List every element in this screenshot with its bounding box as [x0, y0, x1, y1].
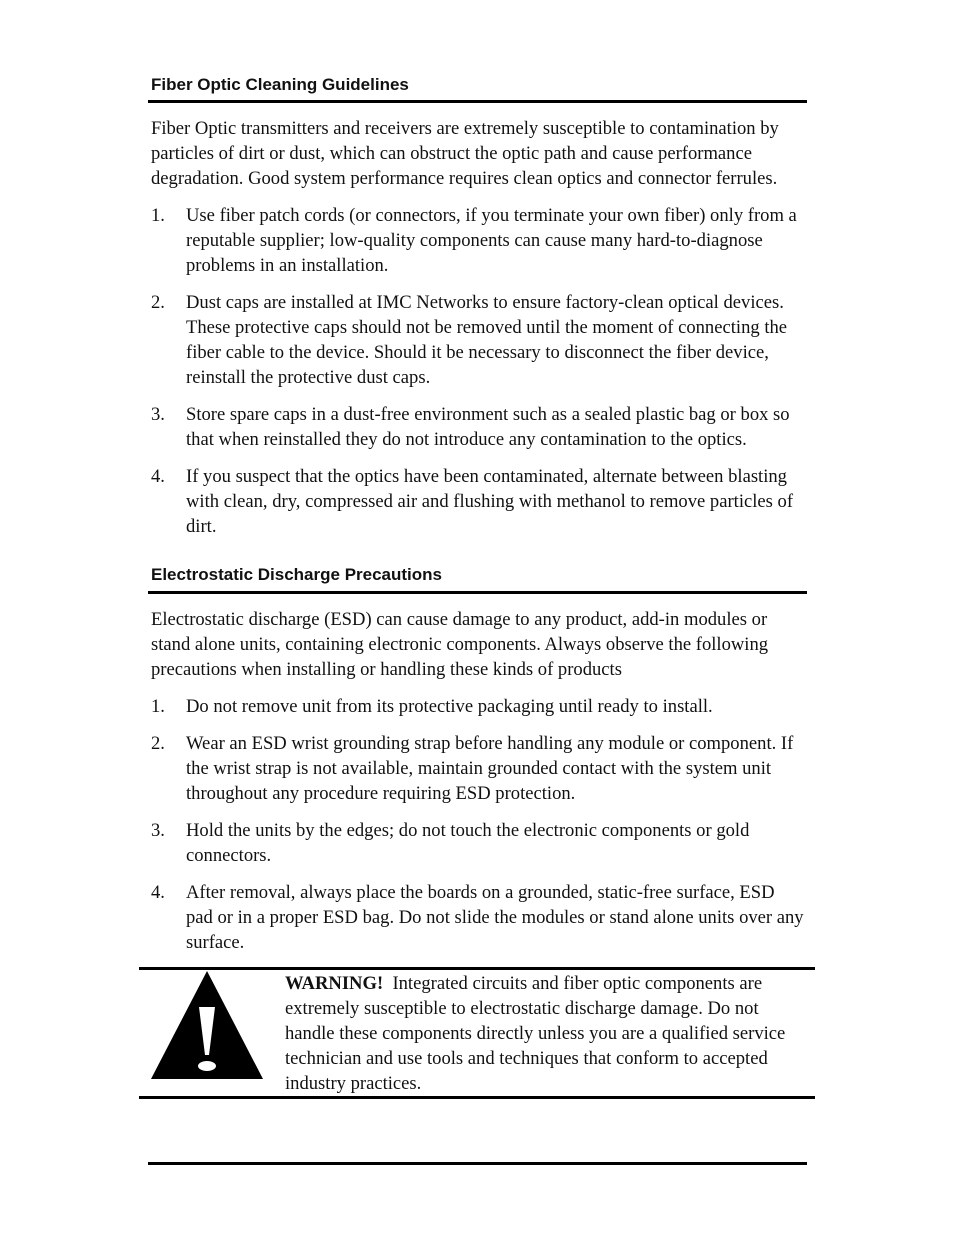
warning-body: Integrated circuits and fiber optic components are extremely susceptible to electrostatic discharge damage. Do not handle these components directly unless you are a qualified service technician and use tools and techniques that conform to accepted industry practices.	[285, 973, 786, 1094]
heading-rule	[148, 591, 807, 594]
warning-bottom-rule	[139, 1096, 815, 1099]
list-item-text: After removal, always place the boards on a grounded, static-free surface, ESD pad or in a proper ESD bag. Do not slide the modules or stand alone units over any surface.	[186, 882, 804, 953]
list-item-text: If you suspect that the optics have been contaminated, alternate between blasting with clean, dry, compressed air and flushing with methanol to remove particles of dirt.	[186, 466, 794, 537]
esd-intro-paragraph: Electrostatic discharge (ESD) can cause damage to any product, add-in modules or stand alone units, containing electronic components. Always observe the following precautions when installing or handling these kinds of products	[151, 609, 769, 680]
footer-rule	[148, 1162, 807, 1165]
list-item-text: Hold the units by the edges; do not touch the electronic components or gold connectors.	[186, 820, 750, 866]
esd-section-heading: Electrostatic Discharge Precautions	[151, 565, 443, 584]
list-item-text: Do not remove unit from its protective packaging until ready to install.	[186, 696, 713, 717]
list-item-number: 3.	[151, 820, 165, 841]
list-item-number: 1.	[151, 696, 165, 717]
list-item-number: 4.	[151, 466, 165, 487]
fiber-intro-paragraph: Fiber Optic transmitters and receivers are extremely susceptible to contamination by particles of dirt or dust, which can obstruct the optic path and cause performance degradation. Good system performance requires clean optics and connector ferrules.	[151, 118, 779, 189]
warning-message	[285, 971, 810, 1096]
warning-triangle-icon	[149, 969, 265, 1081]
warning-label: WARNING!	[285, 973, 384, 994]
heading-rule	[148, 100, 807, 103]
list-item-number: 3.	[151, 404, 165, 425]
list-item-number: 1.	[151, 205, 165, 226]
fiber-section-heading: Fiber Optic Cleaning Guidelines	[151, 75, 409, 94]
list-item-text: Use fiber patch cords (or connectors, if you terminate your own fiber) only from a reputable supplier; low-quality components can cause many hard-to-diagnose problems in an installation.	[186, 205, 797, 276]
list-item-text: Dust caps are installed at IMC Networks to ensure factory-clean optical devices. These protective caps should not be removed until the moment of connecting the fiber cable to the device. Should it be necessary to disconnect the fiber device, reinstall the protective dust caps.	[186, 292, 788, 388]
list-item-text: Wear an ESD wrist grounding strap before handling any module or component. If the wrist strap is not available, maintain grounded contact with the system unit throughout any procedure requiring ESD protection.	[186, 733, 794, 804]
list-item-number: 2.	[151, 733, 165, 754]
list-item-text: Store spare caps in a dust-free environment such as a sealed plastic bag or box so that when reinstalled they do not introduce any contamination to the optics.	[186, 404, 790, 450]
list-item-number: 4.	[151, 882, 165, 903]
list-item-number: 2.	[151, 292, 165, 313]
